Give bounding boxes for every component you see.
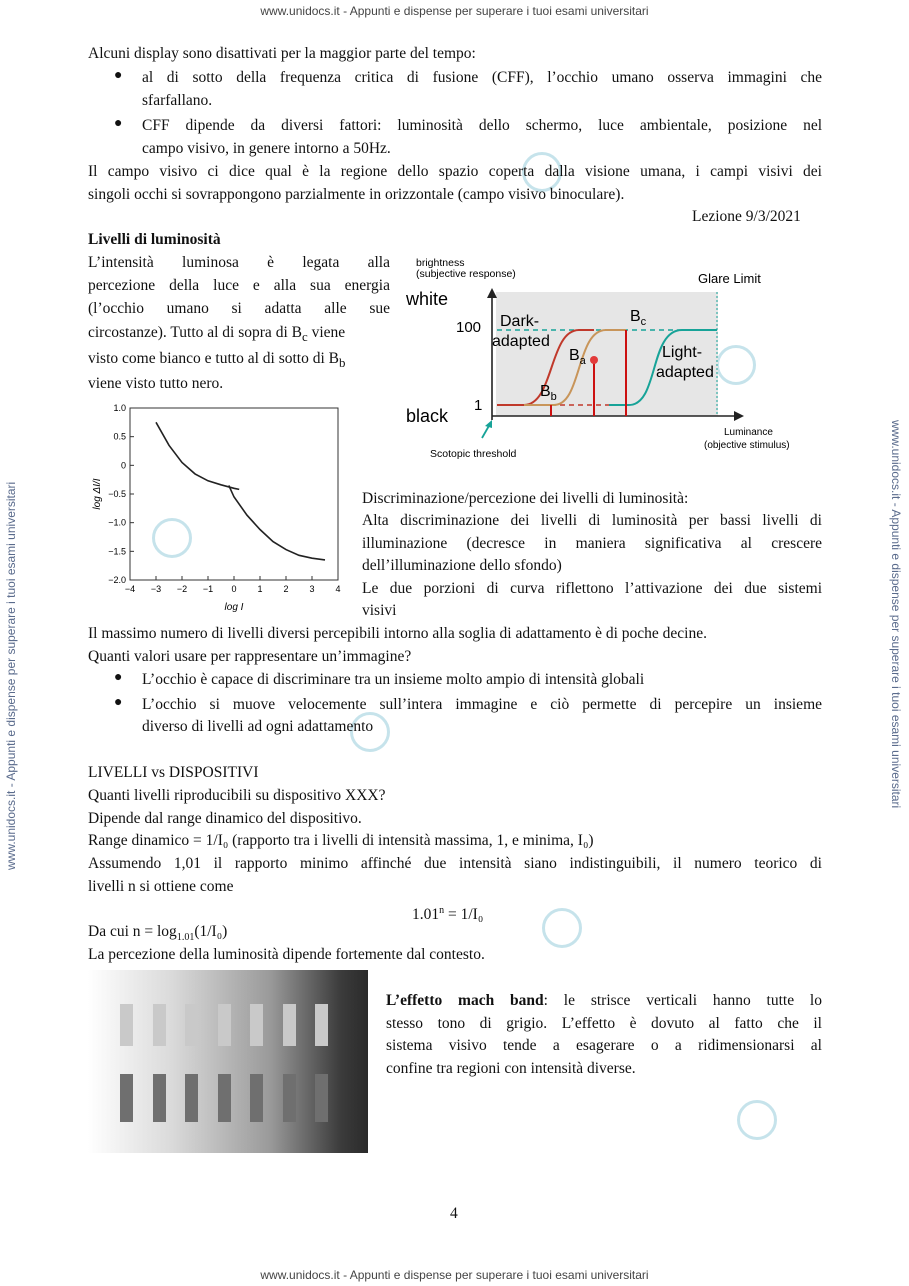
ba-label: $B_a$ (569, 347, 586, 367)
y-tick-label: 0.5 (113, 431, 126, 442)
y-axis-arrow-icon (487, 288, 497, 298)
bullet-icon: ● (114, 670, 123, 685)
mach-band-image (88, 970, 368, 1153)
section-heading: Livelli di luminosità (88, 231, 221, 248)
x-tick-label: −3 (150, 584, 162, 594)
curve-series-1 (156, 422, 239, 489)
y-axis-label: log ΔI/I (92, 478, 103, 510)
paragraph-text: livelli n si ottiene come (88, 878, 234, 895)
section-title: LIVELLI vs DISPOSITIVI (88, 764, 259, 781)
bullet-text: CFF dipende da diversi fattori: luminosità dello schermo, luce ambientale, posizione nel (142, 117, 822, 134)
bullet-text: L’occhio si muove velocemente sull’intera immagine e ciò permette di percepire un insieme (142, 696, 822, 713)
scotopic-arrow-icon (485, 420, 492, 428)
mach-stripe (315, 1004, 328, 1046)
bullet-text: sfarfallano. (142, 92, 213, 109)
paragraph-text: Range dinamico = 1/I₀ (rapporto tra i livelli di intensità massima, 1, e minima, I₀) (88, 832, 594, 849)
lesson-date: Lezione 9/3/2021 (692, 208, 801, 225)
y-tick-label: 1.0 (113, 403, 126, 413)
mach-stripe (185, 1004, 198, 1046)
x-axis-label: log I (224, 602, 244, 613)
glare-limit-label: Glare Limit (698, 271, 761, 286)
y-tick-label: −0.5 (108, 489, 126, 499)
tick-1: 1 (474, 397, 483, 414)
y-tick-label: −1.5 (108, 546, 126, 557)
y-title-line1: brightness (416, 257, 465, 269)
x-tick-label: −4 (124, 584, 136, 594)
plot-frame (130, 408, 338, 580)
x-tick-label: 2 (283, 584, 289, 594)
scotopic-label: Scotopic threshold (430, 448, 517, 460)
mach-stripe (283, 1074, 296, 1122)
dark-adapted-label-1: Dark- (500, 313, 540, 330)
weber-chart (88, 398, 350, 616)
paragraph-text: Discriminazione/percezione dei livelli di luminosità: (362, 490, 689, 507)
paragraph-text: confine tra regioni con intensità diverse. (386, 1060, 636, 1077)
paragraph-text: viene visto tutto nero. (88, 375, 224, 392)
paragraph-text: visto come bianco e tutto al di sotto di $B_b$ (88, 350, 346, 371)
mach-stripe (153, 1074, 166, 1122)
bullet-icon: ● (114, 695, 123, 710)
page-number: 4 (450, 1205, 458, 1222)
bullet-text: diverso di livelli ad ogni adattamento (142, 718, 374, 735)
mach-stripe (218, 1074, 231, 1122)
bullet-text: campo visivo, in genere intorno a 50Hz. (142, 140, 391, 157)
paragraph-text: stesso tono di grigio. L’effetto è dovuto al fatto che il (386, 1015, 822, 1032)
intro-text: Alcuni display sono disattivati per la maggior parte del tempo: (88, 45, 476, 62)
paragraph-text: illuminazione (decresce in maniera significativa al crescere (362, 535, 822, 552)
bc-label: $B_c$ (630, 308, 647, 328)
paragraph-text: Il massimo numero di livelli diversi percepibili intorno alla soglia di adattamento è di poche decine. (88, 625, 707, 642)
paragraph-text: (l’occhio umano si adatta alle sue (88, 300, 390, 317)
y-tick-label: −2.0 (108, 575, 126, 585)
watermark-side-left: www.unidocs.it - Appunti e dispense per superare i tuoi esami universitari (4, 481, 18, 870)
paragraph-text: Alta discriminazione dei livelli di luminosità per bassi livelli di (362, 512, 822, 529)
mach-stripe (120, 1004, 133, 1046)
paragraph-text: Dipende dal range dinamico del dispositivo. (88, 810, 362, 827)
paragraph-text: L’effetto mach band: le strisce verticali hanno tutte lo (386, 992, 822, 1009)
mach-stripe (218, 1004, 231, 1046)
paragraph-text: Quanti valori usare per rappresentare un’immagine? (88, 648, 412, 665)
paragraph-text: Le due porzioni di curva riflettono l’attivazione dei due sistemi (362, 580, 822, 597)
watermark-logo-icon (542, 908, 582, 948)
dark-adapted-label-2: adapted (492, 333, 550, 350)
mach-stripe (283, 1004, 296, 1046)
light-adapted-label-2: adapted (656, 364, 714, 381)
x-tick-label: 0 (231, 584, 237, 594)
x-title-line1: Luminance (724, 427, 773, 438)
white-label: white (406, 289, 449, 309)
black-label: black (406, 406, 449, 426)
mach-stripe (185, 1074, 198, 1122)
mach-stripe (250, 1004, 263, 1046)
formula: $1.01^n = 1/I_0$ (412, 905, 484, 924)
paragraph-text: Il campo visivo ci dice qual è la regione dello spazio coperta dalla visione umana, i campi visivi dei (88, 163, 822, 180)
x-title-line2: (objective stimulus) (704, 440, 790, 451)
mach-stripe (120, 1074, 133, 1122)
x-tick-label: 4 (335, 584, 341, 594)
curve-series-2 (229, 485, 325, 560)
paragraph-text: L’intensità luminosa è legata alla (88, 254, 390, 271)
y-tick-label: −1.0 (108, 517, 126, 528)
light-adapted-label-1: Light- (662, 344, 703, 361)
bullet-text: L’occhio è capace di discriminare tra un insieme molto ampio di intensità globali (142, 671, 645, 688)
paragraph-text: visivi (362, 602, 397, 619)
mach-stripe (315, 1074, 328, 1122)
watermark-top: www.unidocs.it - Appunti e dispense per superare i tuoi esami universitari (260, 4, 649, 18)
ba-point (590, 356, 598, 364)
y-tick-label: 0 (120, 460, 126, 471)
bullet-icon: ● (114, 68, 123, 83)
adaptation-figure (404, 250, 804, 470)
x-tick-label: 3 (309, 584, 315, 594)
x-tick-label: −1 (202, 584, 214, 594)
bullet-icon: ● (114, 116, 123, 131)
paragraph-text: Quanti livelli riproducibili su dispositivo XXX? (88, 787, 386, 804)
watermark-logo-icon (737, 1100, 777, 1140)
bb-label: $B_b$ (540, 383, 557, 403)
y-title-line2: (subjective response) (416, 268, 516, 280)
tick-100: 100 (456, 319, 482, 336)
paragraph-text: singoli occhi si sovrappongono parzialmente in orizzontale (campo visivo binoculare). (88, 186, 625, 203)
watermark-side-right: www.unidocs.it - Appunti e dispense per superare i tuoi esami universitari (889, 420, 903, 809)
x-tick-label: 1 (257, 584, 263, 594)
paragraph-text: percezione della luce e alla sua energia (88, 277, 390, 294)
bullet-text: al di sotto della frequenza critica di fusione (CFF), l’occhio umano osserva immagini che (142, 69, 822, 86)
watermark-bottom: www.unidocs.it - Appunti e dispense per superare i tuoi esami universitari (260, 1268, 649, 1282)
x-axis-arrow-icon (734, 411, 744, 421)
paragraph-text: Assumendo 1,01 il rapporto minimo affinché due intensità siano indistinguibili, il numero teorico di (88, 855, 822, 872)
paragraph-text: Da cui $n = \log_{1.01}(1/I_0)$ (88, 923, 228, 944)
paragraph-text: dell’illuminazione dello sfondo) (362, 557, 562, 574)
paragraph-text: sistema visivo tende a esagerare o a ridimensionarsi al (386, 1037, 822, 1054)
x-tick-label: −2 (176, 584, 188, 594)
paragraph-text: La percezione della luminosità dipende fortemente dal contesto. (88, 946, 485, 963)
mach-stripe (250, 1074, 263, 1122)
mach-stripe (153, 1004, 166, 1046)
paragraph-text: circostanze). Tutto al di sopra di $B_c$ viene (88, 324, 346, 345)
